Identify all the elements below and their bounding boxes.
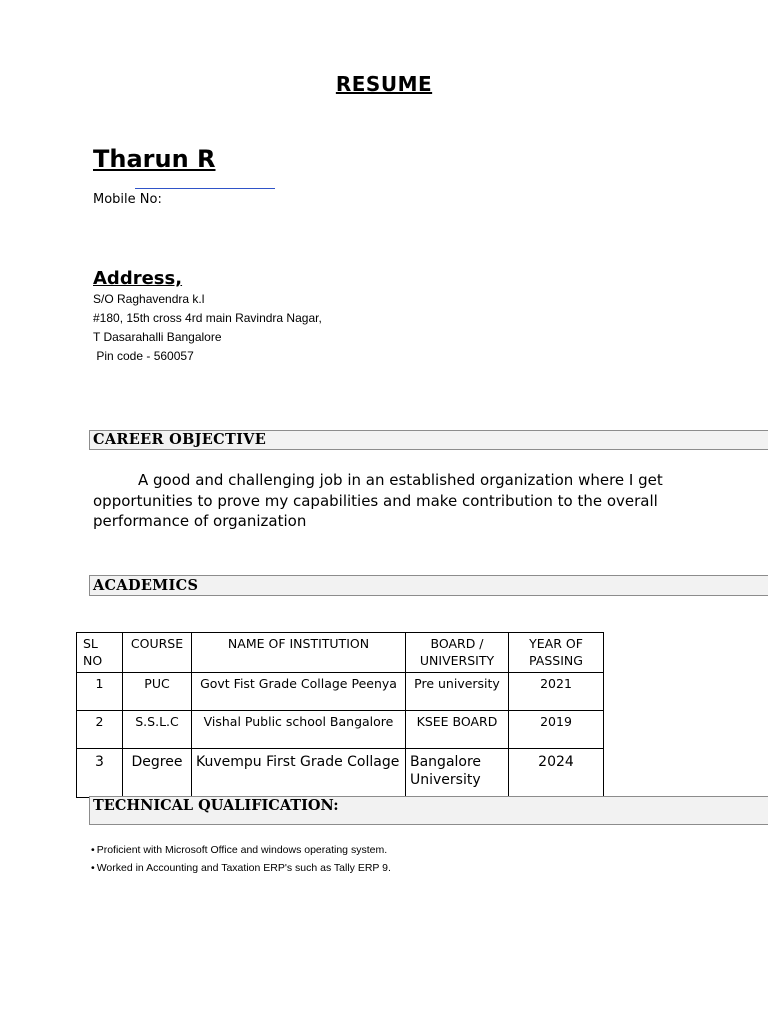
list-item — [91, 862, 391, 874]
email-link-underline[interactable] — [135, 188, 275, 189]
table-cell: S.S.L.C — [123, 711, 192, 749]
mobile-label: Mobile No: — [93, 192, 162, 207]
candidate-name: Tharun R — [93, 145, 216, 173]
address-line: #180, 15th cross 4rd main Ravindra Nagar, — [93, 311, 322, 325]
career-objective-heading — [89, 430, 768, 450]
table-cell: KSEE BOARD — [406, 711, 509, 749]
bullet-icon: • — [91, 844, 95, 856]
document-title: RESUME — [335, 72, 433, 96]
list-item — [91, 844, 387, 856]
table-cell: 2 — [77, 711, 123, 749]
table-cell: PUC — [123, 673, 192, 711]
table-row — [77, 673, 604, 711]
list-item-text: Proficient with Microsoft Office and windows operating system. — [96, 844, 388, 856]
table-cell: Degree — [123, 749, 192, 798]
address-line: Pin code - 560057 — [93, 349, 194, 363]
header-cell: BOARD / UNIVERSITY — [406, 633, 509, 673]
header-cell: NAME OF INSTITUTION — [192, 633, 406, 673]
table-cell: 1 — [77, 673, 123, 711]
academics-heading — [89, 575, 768, 596]
academics-heading-text: ACADEMICS — [93, 577, 199, 594]
career-objective-heading-text: CAREER OBJECTIVE — [93, 431, 267, 448]
address-line: T Dasarahalli Bangalore — [93, 330, 222, 344]
header-cell: COURSE — [123, 633, 192, 673]
header-cell: YEAR OF PASSING — [509, 633, 604, 673]
table-cell: Vishal Public school Bangalore — [192, 711, 406, 749]
header-cell: SL NO — [77, 633, 123, 673]
table-cell: Govt Fist Grade Collage Peenya — [192, 673, 406, 711]
table-cell: 2021 — [509, 673, 604, 711]
address-line: S/O Raghavendra k.l — [93, 292, 205, 306]
list-item-text: Worked in Accounting and Taxation ERP's such as Tally ERP 9. — [96, 862, 391, 874]
table-cell: 3 — [77, 749, 123, 798]
technical-qualification-heading-text: TECHNICAL QUALIFICATION: — [93, 797, 339, 814]
address-heading: Address, — [93, 268, 183, 289]
technical-qualification-heading — [89, 796, 768, 825]
career-objective-body: A good and challenging job in an established organization where I get opportunities to prove my capabilities and make contribution to the overall performance of organization — [93, 471, 663, 530]
table-cell: Bangalore University — [406, 749, 509, 798]
career-objective-text — [93, 470, 693, 532]
table-row — [77, 749, 604, 798]
academics-table — [76, 632, 604, 798]
table-cell: 2019 — [509, 711, 604, 749]
table-header-row — [77, 633, 604, 673]
table-row — [77, 711, 604, 749]
table-cell: 2024 — [509, 749, 604, 798]
table-cell: Pre university — [406, 673, 509, 711]
bullet-icon: • — [91, 862, 95, 874]
table-cell: Kuvempu First Grade Collage — [192, 749, 406, 798]
